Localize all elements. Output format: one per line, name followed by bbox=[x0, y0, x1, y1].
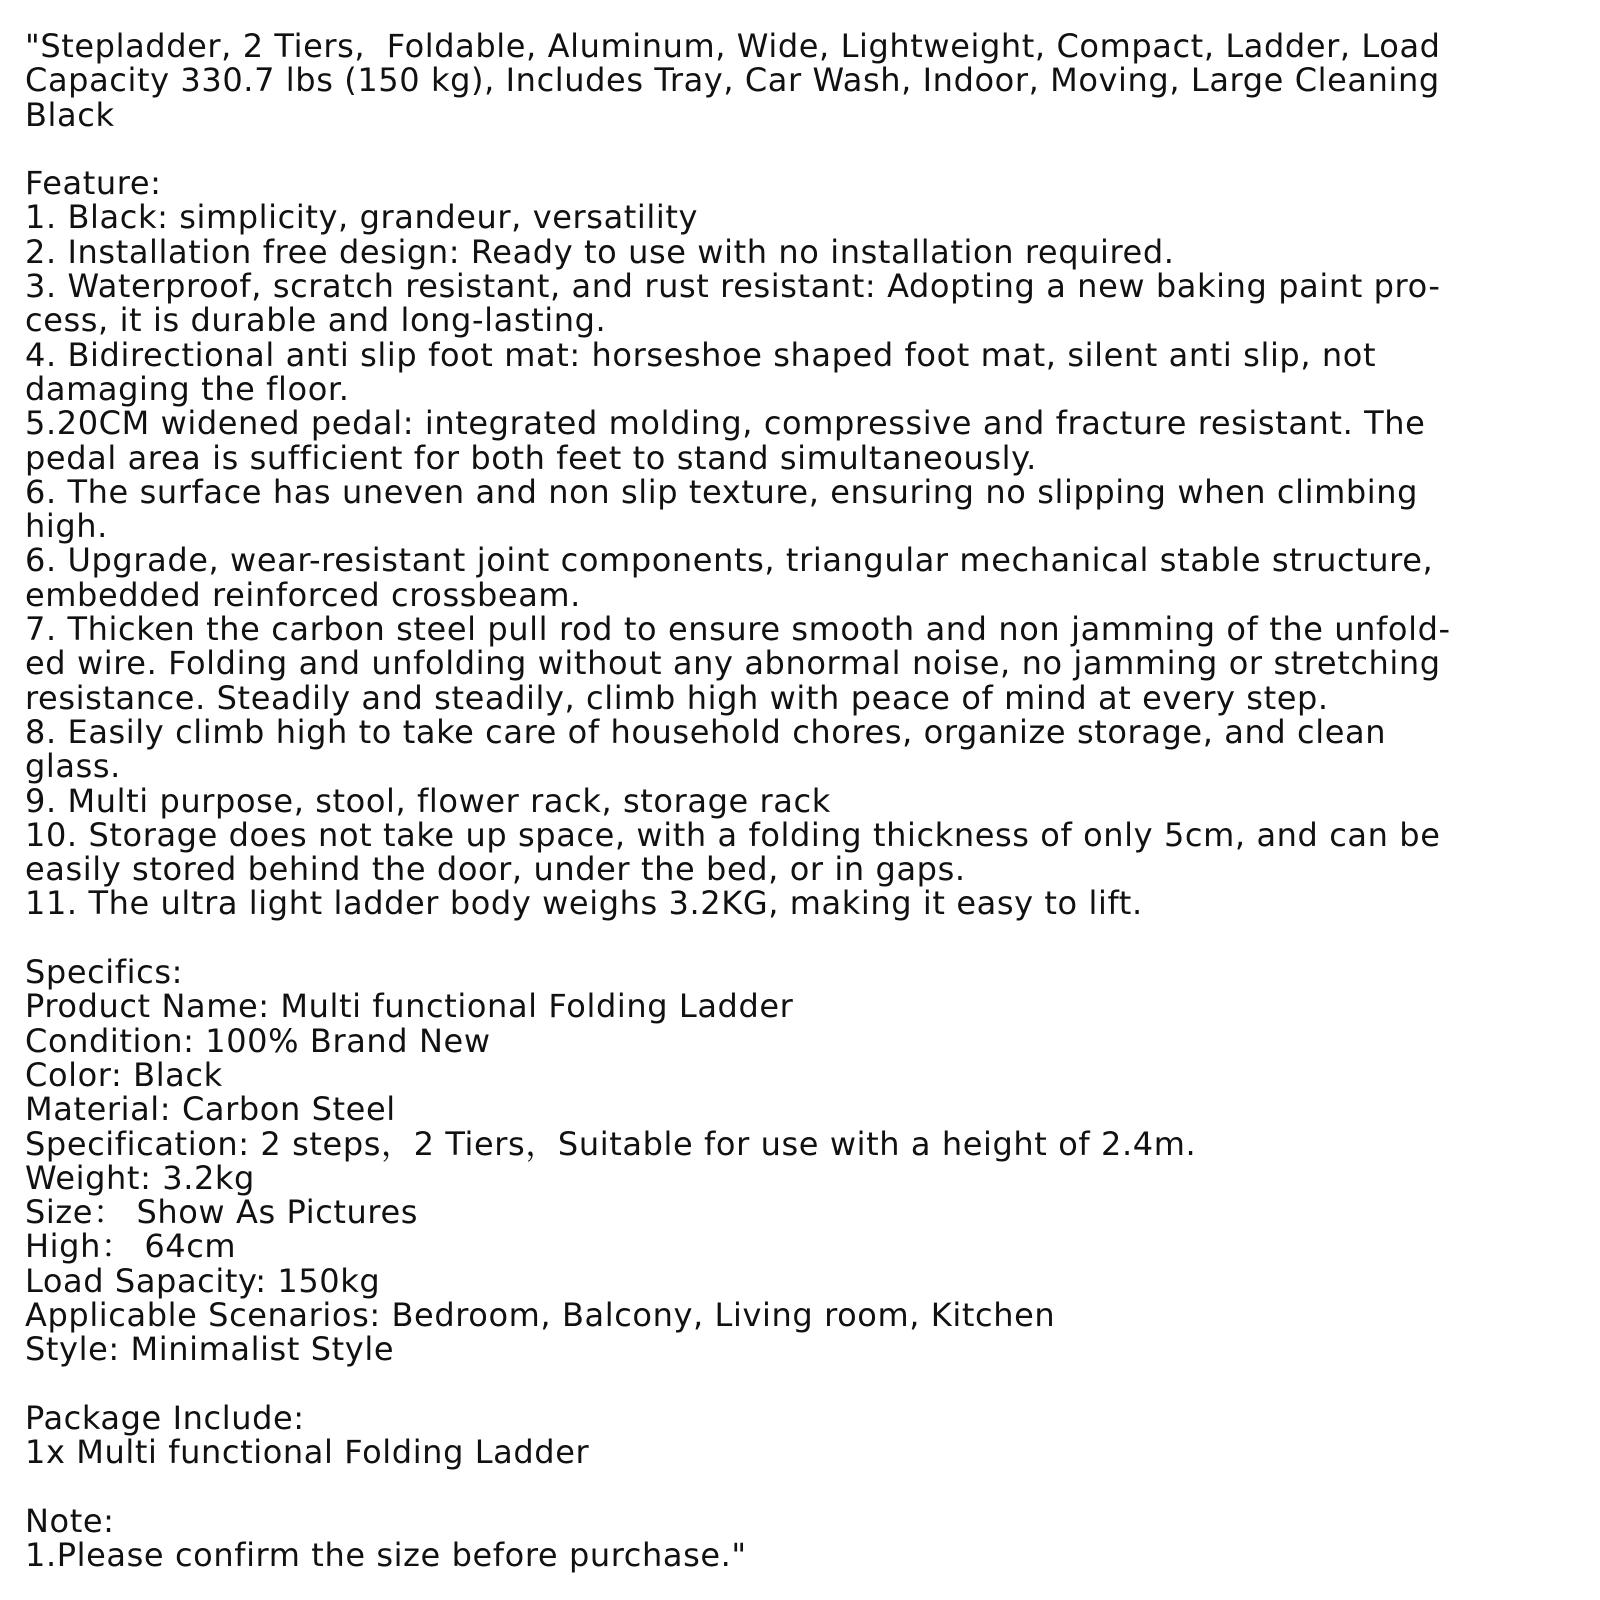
spec-line: Style: Minimalist Style bbox=[25, 1330, 395, 1369]
feature-line: easily stored behind the door, under the bed, or in gaps. bbox=[25, 850, 966, 889]
feature-line: 10. Storage does not take up space, with a folding thickness of only 5cm, and can be bbox=[25, 815, 1441, 854]
feature-line: resistance. Steadily and steadily, climb high with peace of mind at every step. bbox=[25, 678, 1329, 717]
feature-line: 3. Waterproof, scratch resistant, and rust resistant: Adopting a new baking paint pro- bbox=[25, 267, 1441, 306]
package-line: 1x Multi functional Folding Ladder bbox=[25, 1433, 590, 1472]
spec-line: Size： Show As Pictures bbox=[25, 1193, 419, 1232]
spacer bbox=[25, 132, 1580, 166]
spacer bbox=[25, 1367, 1580, 1401]
feature-line: 11. The ultra light ladder body weighs 3.2KG, making it easy to lift. bbox=[25, 884, 1143, 923]
note-line: 1.Please confirm the size before purchase." bbox=[25, 1536, 747, 1575]
feature-line: 2. Installation free design: Ready to use with no installation required. bbox=[25, 232, 1175, 271]
feature-line: 5.20CM widened pedal: integrated molding, compressive and fracture resistant. The bbox=[25, 404, 1426, 443]
package-heading: Package Include: bbox=[25, 1398, 305, 1437]
note-heading: Note: bbox=[25, 1501, 115, 1540]
spec-line: Color: Black bbox=[25, 1055, 223, 1094]
spec-line: Specification: 2 steps，2 Tiers，Suitable for use with a height of 2.4m. bbox=[25, 1124, 1197, 1163]
specifics-section bbox=[25, 955, 1580, 1367]
spec-line: Material: Carbon Steel bbox=[25, 1090, 396, 1129]
spec-line: Condition: 100% Brand New bbox=[25, 1021, 491, 1060]
feature-line: high. bbox=[25, 507, 108, 546]
feature-line: cess, it is durable and long-lasting. bbox=[25, 301, 607, 340]
spec-line: Product Name: Multi functional Folding Ladder bbox=[25, 987, 794, 1026]
feature-line: 1. Black: simplicity, grandeur, versatility bbox=[25, 198, 699, 237]
feature-line: glass. bbox=[25, 747, 121, 786]
feature-line: 4. Bidirectional anti slip foot mat: horseshoe shaped foot mat, silent anti slip, not bbox=[25, 335, 1377, 374]
title-line: Black bbox=[25, 95, 115, 134]
feature-section bbox=[25, 166, 1580, 921]
spec-line: Load Sapacity: 150kg bbox=[25, 1261, 381, 1300]
feature-line: 8. Easily climb high to take care of household chores, organize storage, and clean bbox=[25, 712, 1387, 751]
note-section bbox=[25, 1501, 1580, 1575]
spec-line: Weight: 3.2kg bbox=[25, 1158, 255, 1197]
feature-line: 9. Multi purpose, stool, flower rack, storage rack bbox=[25, 781, 831, 820]
spacer bbox=[25, 921, 1580, 955]
feature-line: 7. Thicken the carbon steel pull rod to ensure smooth and non jamming of the unfold- bbox=[25, 610, 1451, 649]
specifics-heading: Specifics: bbox=[25, 953, 183, 992]
spacer bbox=[25, 1469, 1580, 1503]
feature-line: ed wire. Folding and unfolding without any abnormal noise, no jamming or stretching bbox=[25, 644, 1441, 683]
title-block bbox=[25, 29, 1580, 132]
feature-heading: Feature: bbox=[25, 164, 162, 203]
title-line: Capacity 330.7 lbs (150 kg), Includes Tray, Car Wash, Indoor, Moving, Large Cleaning bbox=[25, 61, 1440, 100]
package-section bbox=[25, 1398, 1580, 1472]
spec-line: High： 64cm bbox=[25, 1227, 237, 1266]
product-description bbox=[25, 27, 1580, 1575]
title-line: "Stepladder, 2 Tiers, Foldable, Aluminum, Wide, Lightweight, Compact, Ladder, Load bbox=[25, 27, 1441, 65]
spec-line: Applicable Scenarios: Bedroom, Balcony, Living room, Kitchen bbox=[25, 1295, 1056, 1334]
feature-line: pedal area is sufficient for both feet to stand simultaneously. bbox=[25, 438, 1037, 477]
feature-line: embedded reinforced crossbeam. bbox=[25, 575, 581, 614]
feature-line: damaging the floor. bbox=[25, 369, 350, 408]
feature-line: 6. Upgrade, wear-resistant joint components, triangular mechanical stable structure, bbox=[25, 541, 1434, 580]
feature-line: 6. The surface has uneven and non slip texture, ensuring no slipping when climbing bbox=[25, 472, 1419, 511]
